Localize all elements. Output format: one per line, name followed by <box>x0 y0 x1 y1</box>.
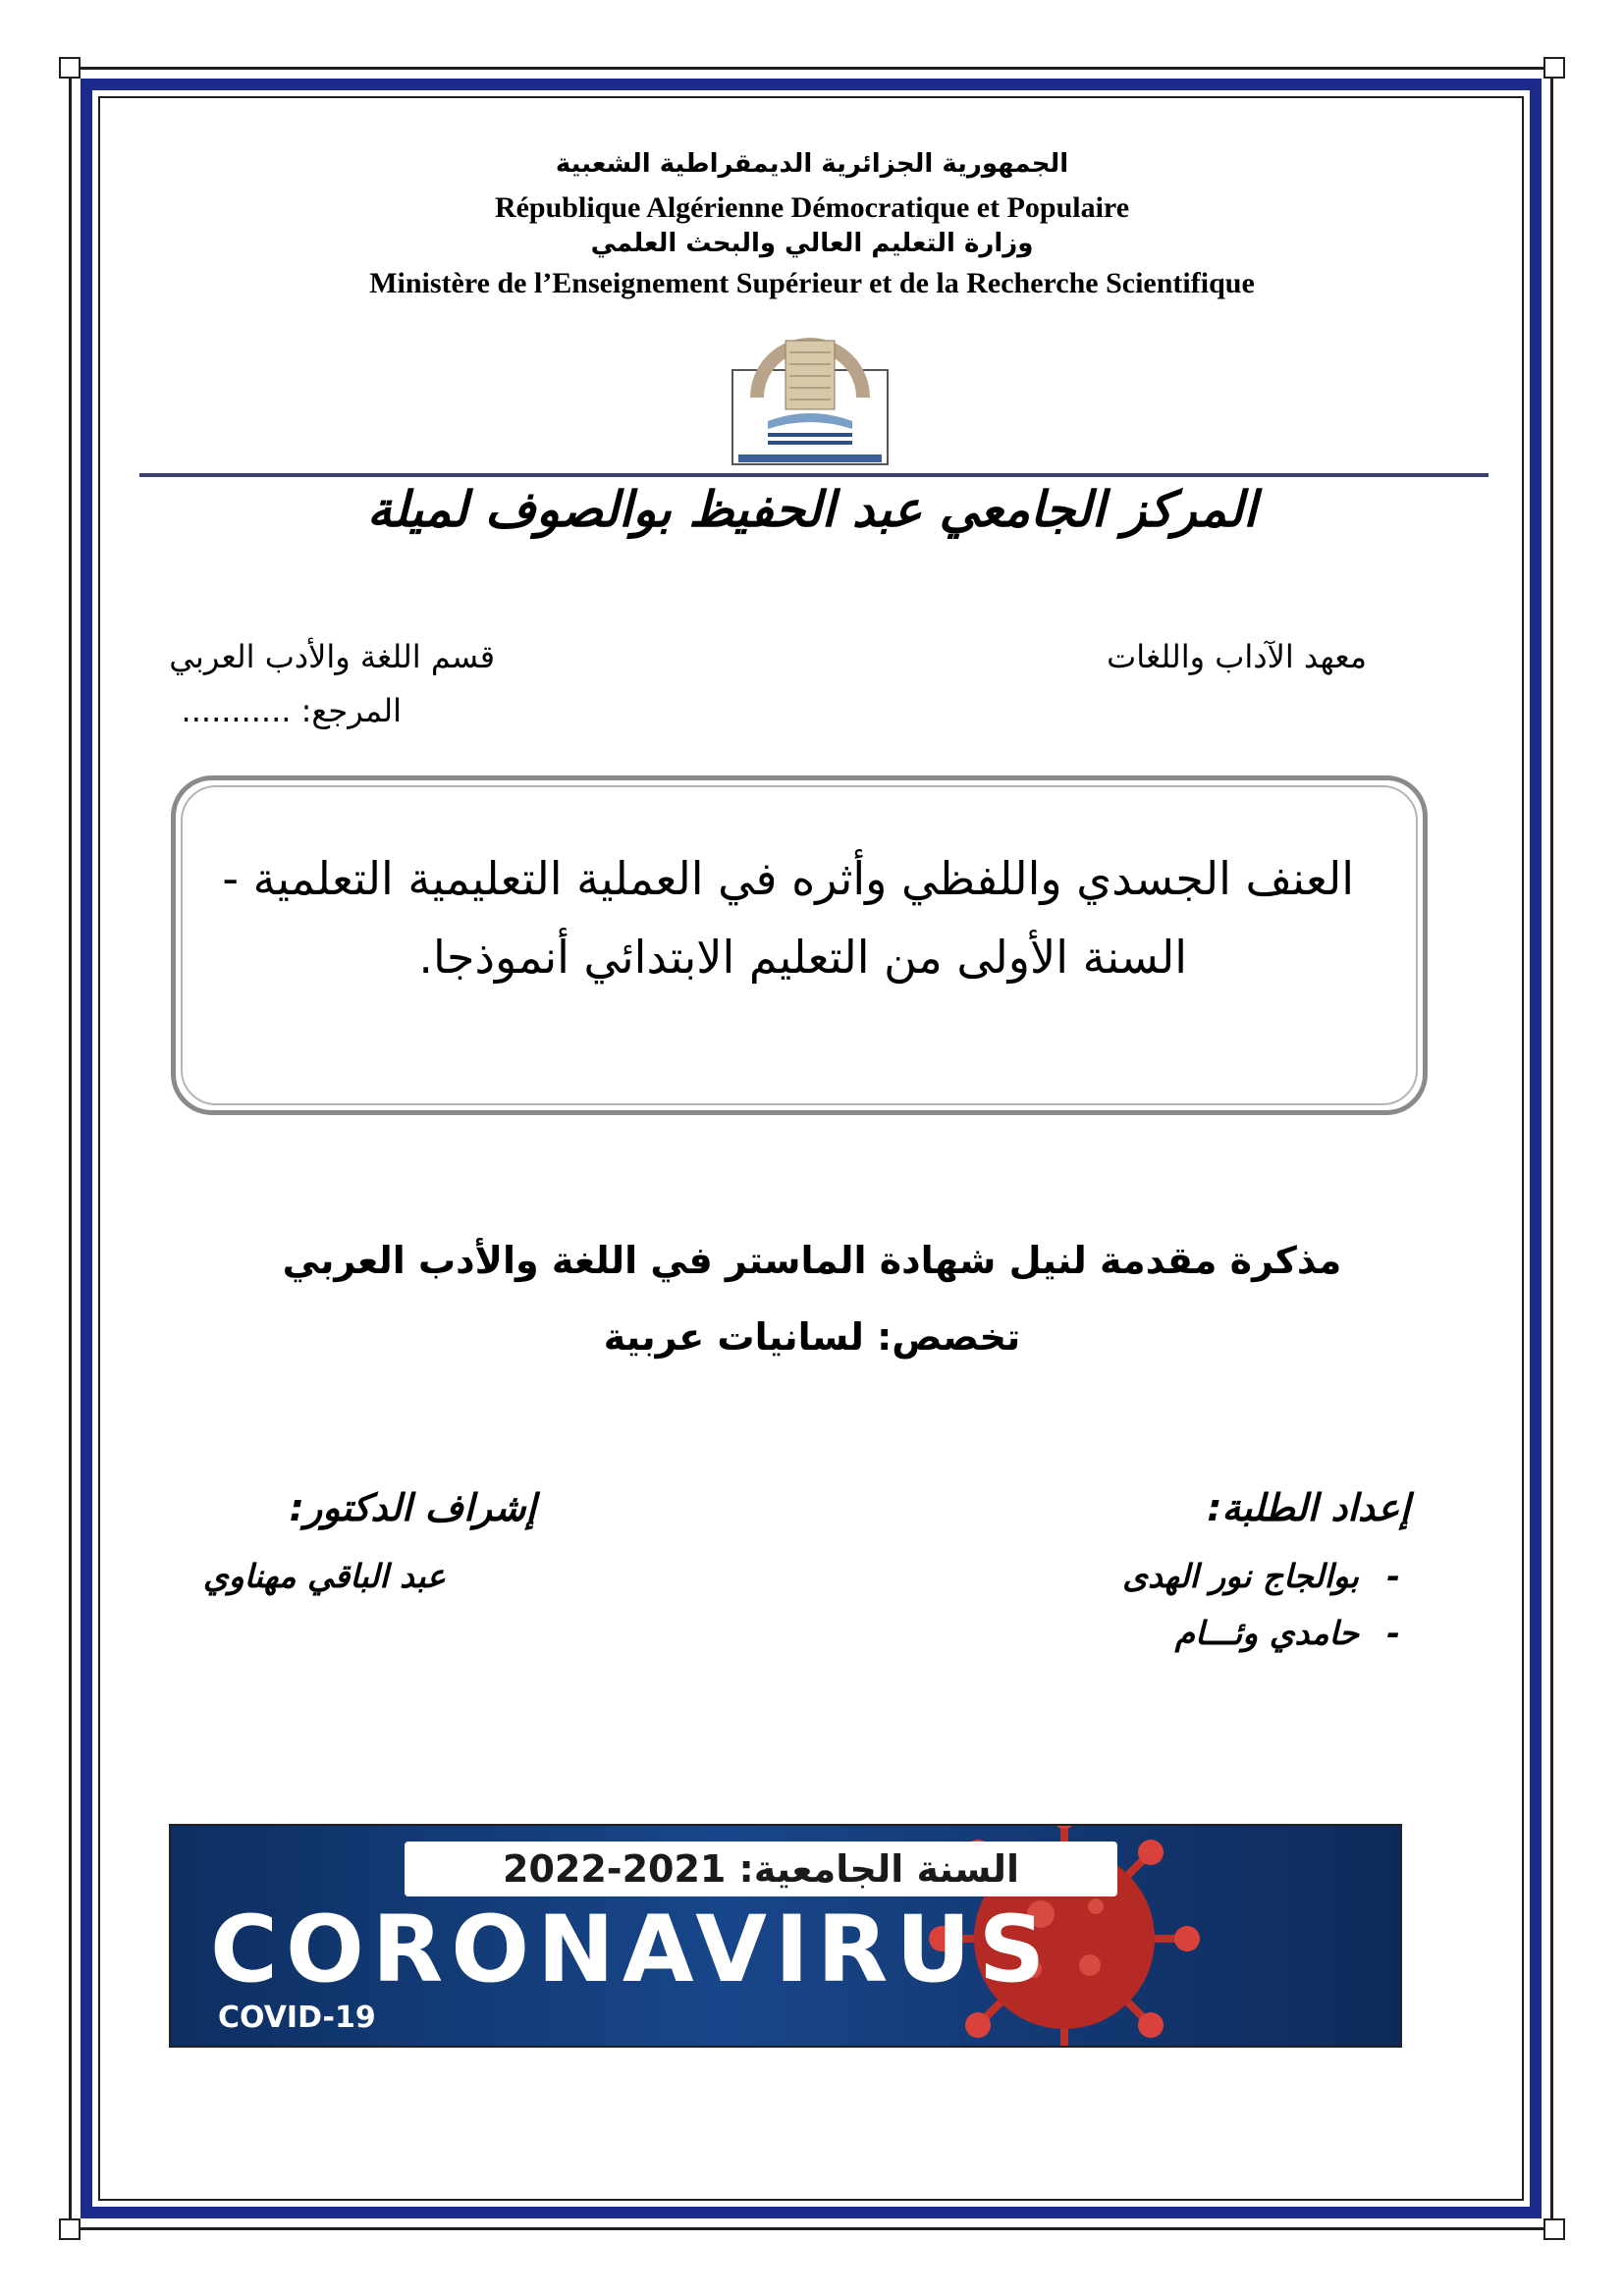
supervisor-name: عبد الباقي مهناوي <box>202 1557 446 1595</box>
border-corner-top-right <box>1543 57 1565 79</box>
banner-title: CORONAVIRUS <box>210 1896 1054 2003</box>
thesis-title-line-2: السنة الأولى من التعليم الابتدائي أنموذجا. <box>418 931 1187 984</box>
border-corner-bottom-left <box>59 2218 81 2240</box>
border-corner-top-left <box>59 57 81 79</box>
thesis-specialty: تخصص: لسانيات عربية <box>603 1315 1021 1359</box>
student-bullet: - <box>1386 1614 1400 1652</box>
thesis-statement: مذكرة مقدمة لنيل شهادة الماستر في اللغة والأدب العربي <box>282 1239 1342 1282</box>
university-building-logo-icon <box>729 319 892 466</box>
republic-french: République Algérienne Démocratique et Populaire <box>494 191 1130 224</box>
institute-name: معهد الآداب واللغات <box>1107 638 1367 675</box>
thesis-title-line-1: العنف الجسدي واللفظي وأثره في العملية التعليمية التعلمية - <box>222 852 1354 905</box>
reference-field: المرجع: ........... <box>181 692 402 729</box>
university-name: المركز الجامعي عبد الحفيظ بوالصوف لميلة <box>366 481 1258 538</box>
header-divider <box>139 473 1489 477</box>
border-corner-bottom-right <box>1543 2218 1565 2240</box>
republic-arabic: الجمهورية الجزائرية الديمقراطية الشعبية <box>555 149 1069 179</box>
academic-year: السنة الجامعية: 2021-2022 <box>503 1847 1019 1891</box>
student-name-1: بوالجاج نور الهدى <box>1122 1557 1359 1595</box>
ministry-arabic: وزارة التعليم العالي والبحث العلمي <box>590 229 1034 258</box>
supervisor-label: إشراف الدكتور: <box>289 1486 536 1529</box>
student-name-2: حامدي وئـــام <box>1174 1614 1359 1652</box>
department-name: قسم اللغة والأدب العربي <box>169 638 495 675</box>
student-bullet: - <box>1386 1557 1400 1595</box>
students-label: إعداد الطلبة: <box>1207 1486 1410 1529</box>
coronavirus-banner <box>169 1824 1402 2048</box>
banner-subtitle: COVID-19 <box>218 2001 376 2035</box>
ministry-french: Ministère de l’Enseignement Supérieur et de la Recherche Scientifique <box>369 267 1255 299</box>
